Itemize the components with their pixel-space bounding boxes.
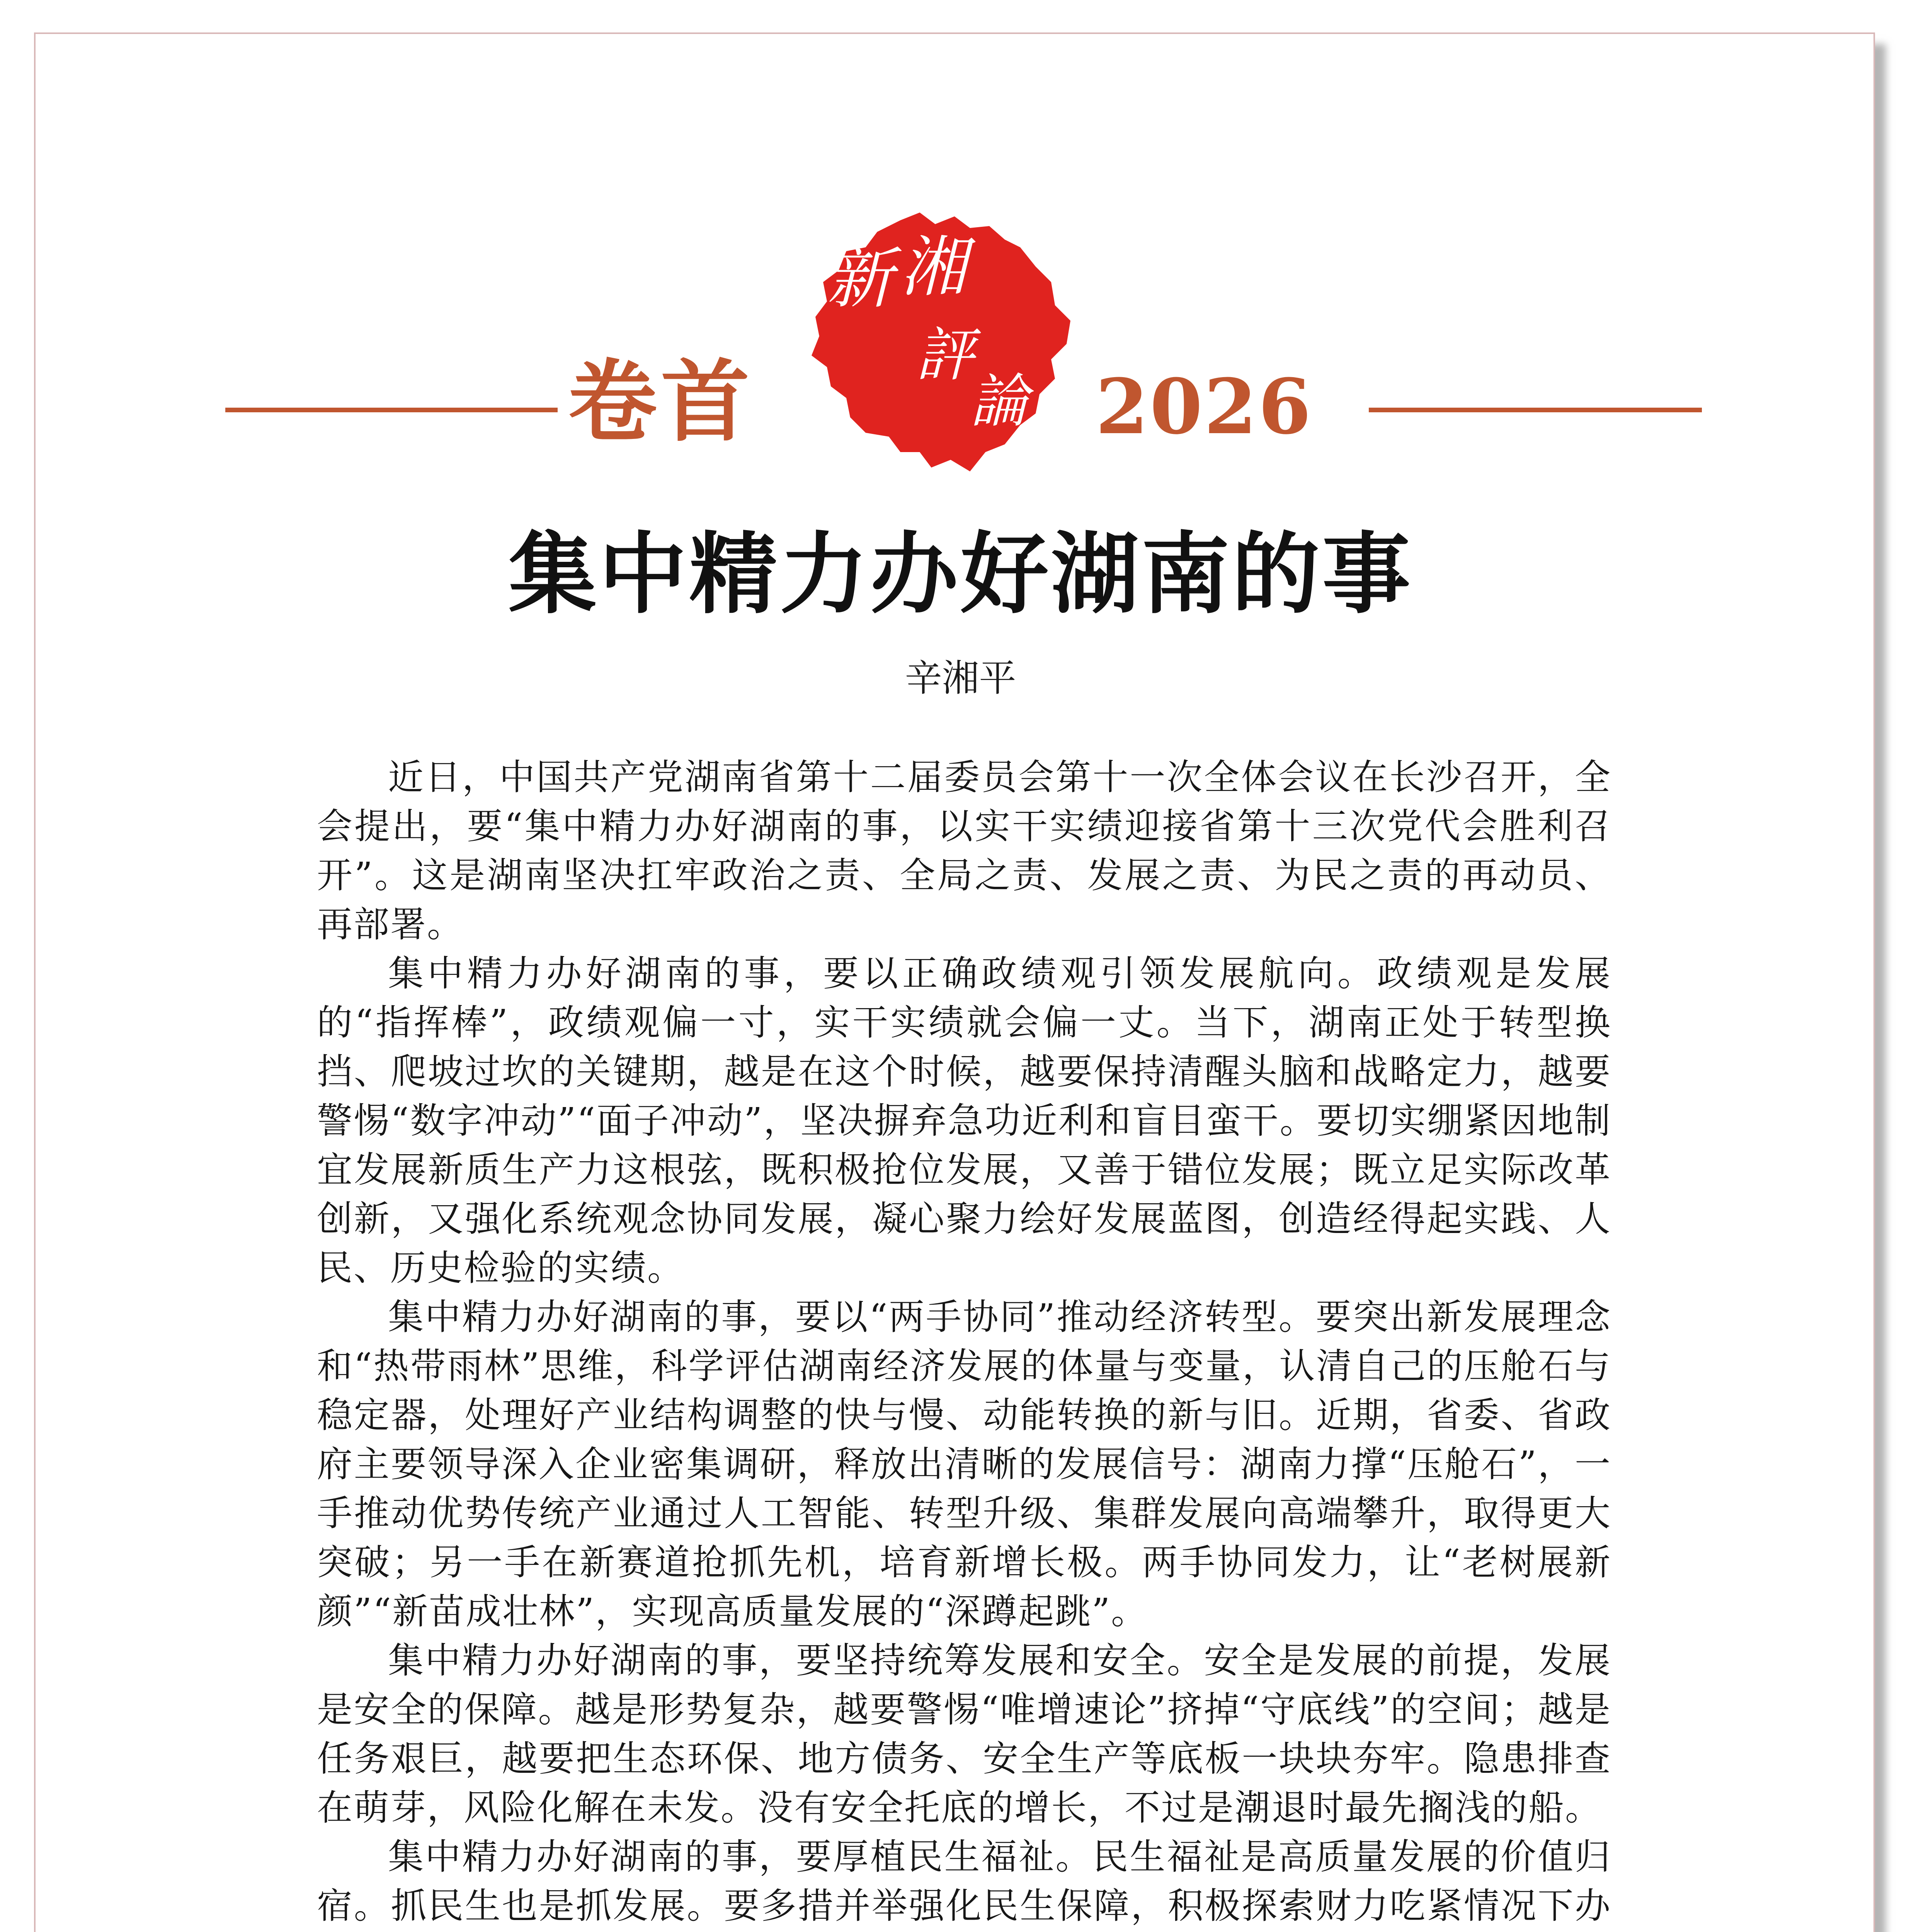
header-rule-right [1369, 408, 1702, 412]
issue-year: 2026 [1096, 362, 1313, 451]
logo-char-2: 湘 [900, 229, 966, 306]
header-rule-left [225, 408, 558, 412]
article-title: 集中精力办好湖南的事 [508, 522, 1413, 626]
article-author: 辛湘平 [905, 656, 1016, 700]
paragraph-3: 集中精力办好湖南的事，要以“两手协同”推动经济转型。要突出新发展理念和“热带雨林”思维，科学评估湖南经济发展的体量与变量，认清自己的压舱石与稳定器，处理好产业结构调整的快与慢、动能转换的新与旧。近期，省委、省政府主要领导深入企业密集调研，释放出清晰的发展信号：湖南力撑“压舱石”，一手推动优势传统产业通过人工智能、转型升级、集群发展向高端攀升，取得更大突破；另一手在新赛道抢抓先机，培育新增长极。两手协同发力，让“老树展新颜”“新苗成壮林”，实现高质量发展的“深蹲起跳”。 [317, 1296, 1611, 1632]
paragraph-4: 集中精力办好湖南的事，要坚持统筹发展和安全。安全是发展的前提，发展是安全的保障。越是形势复杂，越要警惕“唯增速论”挤掉“守底线”的空间；越是任务艰巨，越要把生态环保、地方债务、安全生产等底板一块块夯牢。隐患排查在萌芽，风险化解在未发。没有安全托底的增长，不过是潮退时最先搁浅的船。 [317, 1640, 1611, 1828]
paragraph-5: 集中精力办好湖南的事，要厚植民生福祉。民生福祉是高质量发展的价值归宿。抓民生也是抓发展。要多措并举强化民生保障，积极探索财力吃紧情况下办 [317, 1836, 1611, 1927]
hunan-map-logo-icon [804, 205, 1082, 475]
paragraph-2: 集中精力办好湖南的事，要以正确政绩观引领发展航向。政绩观是发展的“指挥棒”，政绩观偏一寸，实干实绩就会偏一丈。当下，湖南正处于转型换挡、爬坡过坎的关键期，越是在这个时候，越要保持清醒头脑和战略定力，越要警惕“数字冲动”“面子冲动”，坚决摒弃急功近利和盲目蛮干。要切实绷紧因地制宜发展新质生产力这根弦，既积极抢位发展，又善于错位发展；既立足实际改革创新，又强化系统观念协同发展，凝心聚力绘好发展蓝图，创造经得起实践、人民、历史检验的实绩。 [317, 953, 1611, 1289]
section-label: 卷首 [568, 350, 754, 454]
logo-char-4: 論 [970, 368, 1028, 435]
article-body [317, 753, 1611, 1932]
logo-char-3: 評 [916, 321, 974, 389]
logo-char-1: 新 [827, 241, 893, 317]
paragraph-1: 近日，中国共产党湖南省第十二届委员会第十一次全体会议在长沙召开，全会提出，要“集中精力办好湖南的事，以实干实绩迎接省第十三次党代会胜利召开”。这是湖南坚决扛牢政治之责、全局之责、发展之责、为民之责的再动员、再部署。 [317, 757, 1611, 945]
